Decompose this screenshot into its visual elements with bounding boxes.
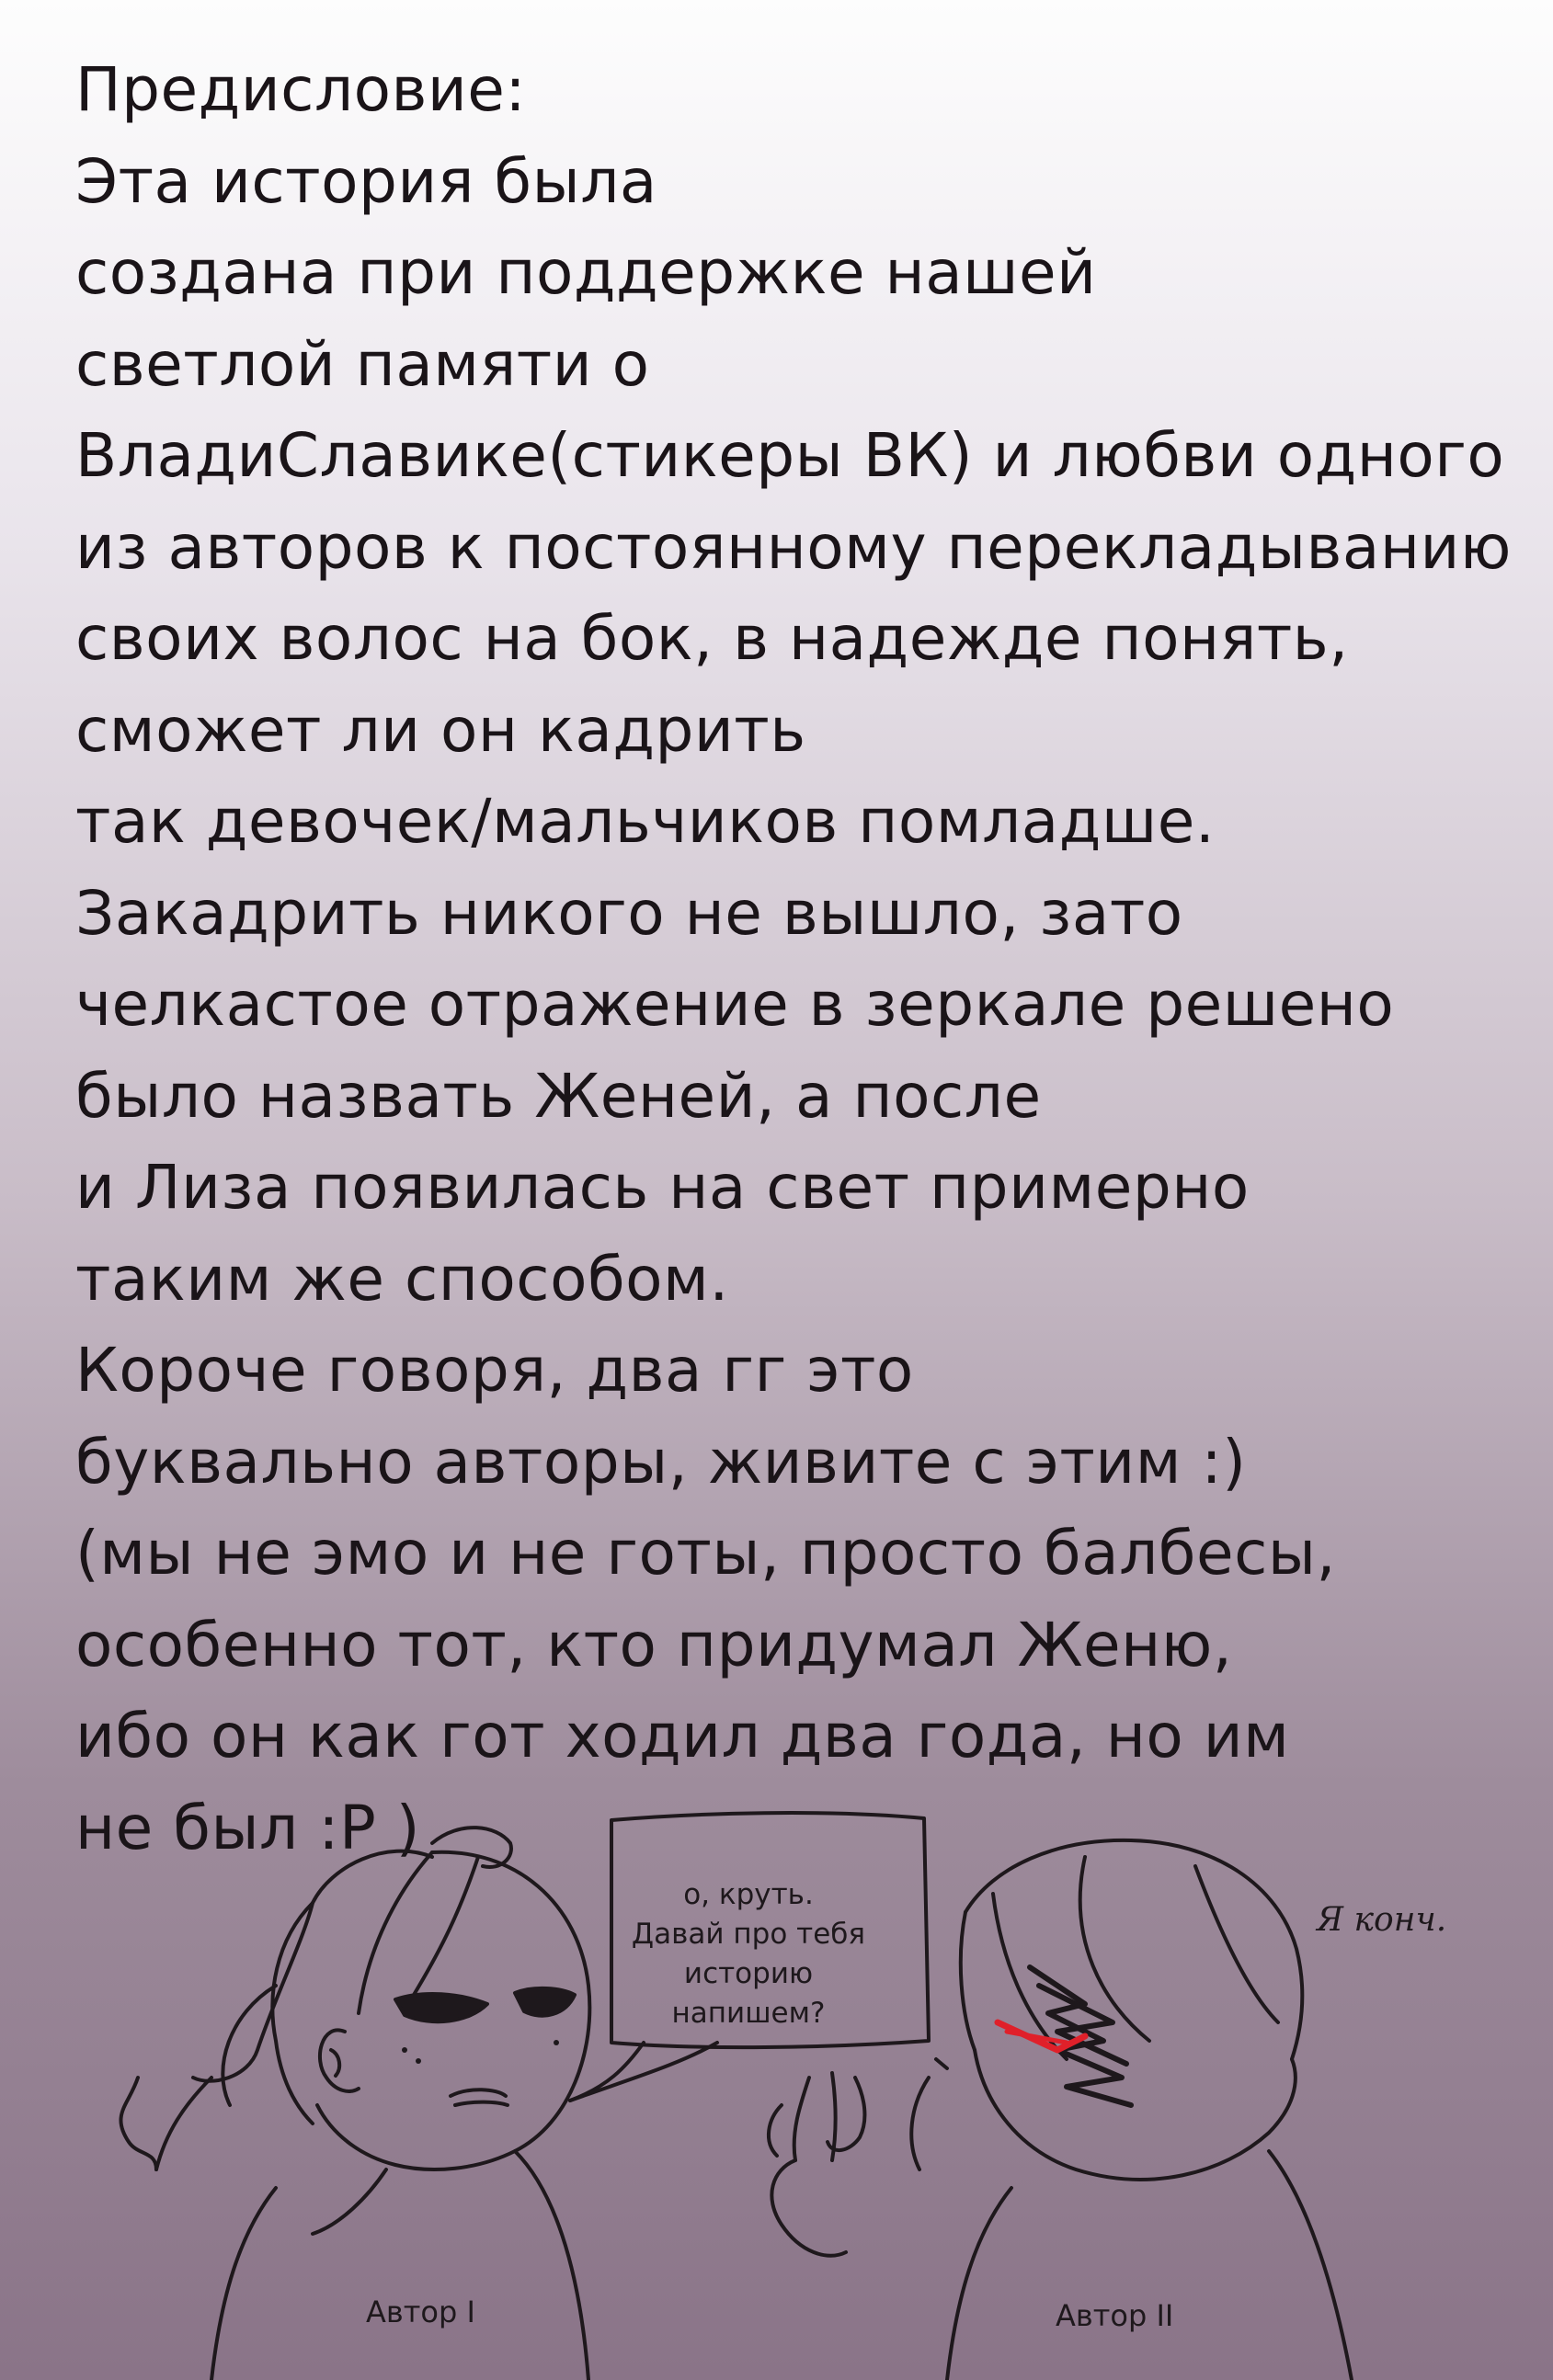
preface-line: из авторов к постоянному перекладыванию [75,511,1512,583]
author-1-figure [120,1828,589,2380]
caption-author-2: Автор II [1056,2298,1174,2333]
preface-line: не был :P ) [75,1792,420,1863]
author-1-bangs [359,1852,432,2013]
speech-line: Давай про тебя [631,1918,866,1951]
author-2-head [975,2050,1296,2180]
preface-line: так девочек/мальчиков помладше. [75,786,1216,857]
speech-line: историю [683,1957,814,1990]
author-1-eye-left [395,1994,487,2021]
preface-line: создана при поддержке нашей [75,237,1097,308]
author-1-mouth [451,2090,506,2096]
caption-author-1: Автор I [366,2295,475,2329]
author-1-hair [272,1851,432,2124]
author-1-body [211,2188,276,2380]
preface-line: Короче говоря, два гг это [75,1335,914,1406]
preface-line: светлой памяти о [75,328,650,400]
preface-line: и Лиза появилась на свет примерно [75,1152,1250,1223]
preface-line: ВладиСлавике(стикеры ВК) и любви одного [75,420,1505,491]
author-1-eye-right [515,1988,575,2016]
preface-line: таким же способом. [75,1243,729,1315]
preface-line: ибо он как гот ходил два года, но им [75,1701,1290,1771]
preface-line: челкастое отражение в зеркале решено [75,969,1395,1040]
preface-line: (мы не эмо и не готы, просто балбесы, [75,1518,1336,1589]
preface-line: Закадрить никого не вышло, зато [75,877,1183,949]
preface-line: буквально авторы, живите с этим :) [75,1426,1247,1497]
speech-bubble-text [611,1875,886,2033]
preface-line: было назвать Женей, а после [75,1060,1042,1132]
author-1-hand [769,2073,865,2256]
preface-line: особенно тот, кто придумал Женю, [75,1609,1233,1680]
side-note: Я конч. [1317,1901,1447,1939]
speech-line: напишем? [671,1997,826,2030]
preface-line: Эта история была [75,145,657,217]
preface-text [75,44,1510,1873]
author-2-body [947,2188,1011,2380]
preface-line: сможет ли он кадрить [75,694,806,766]
preface-line: своих волос на бок, в надежде понять, [75,603,1349,674]
preface-title: Предисловие: [75,54,527,125]
speech-line: о, круть. [683,1878,814,1911]
